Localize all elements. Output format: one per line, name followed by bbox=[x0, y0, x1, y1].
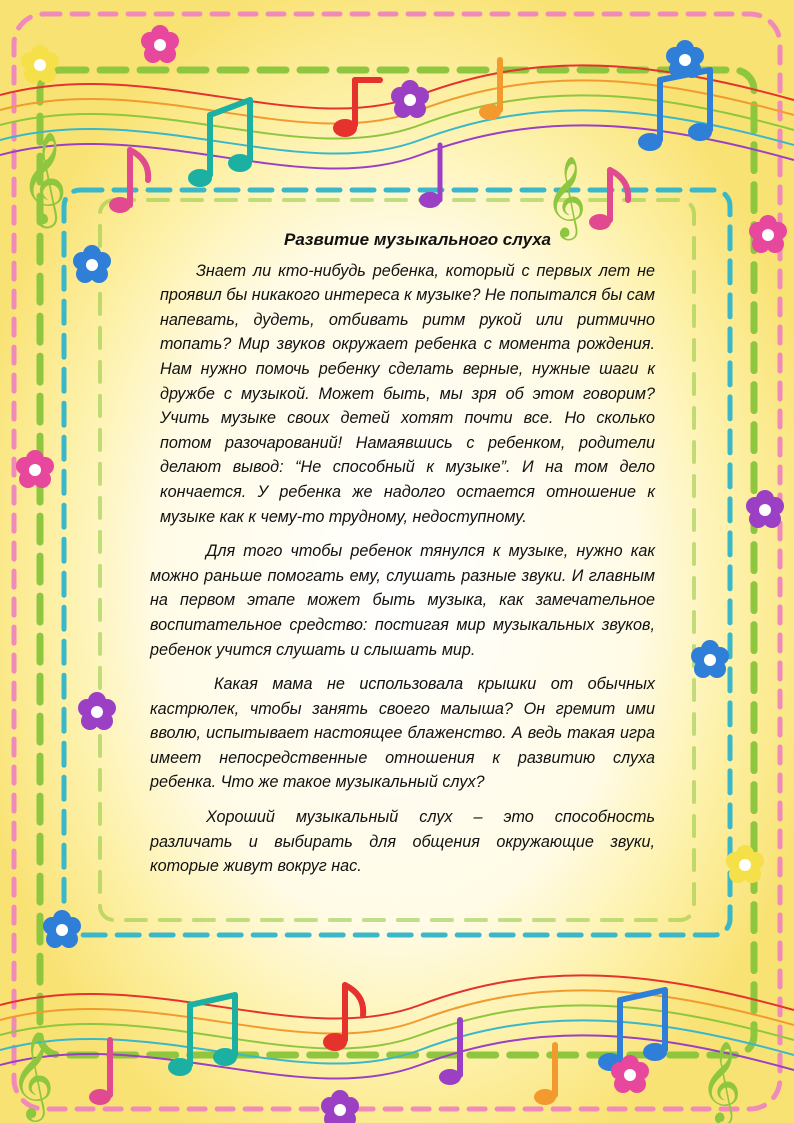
paragraph-1: Знает ли кто-нибудь ребенка, который с первых лет не проявил бы никакого интереса к музыке? Не попытался бы сам напевать, дудеть, отбивать ритм рукой или ритмично топать? Мир звуков окружает ребенка с момента рождения. Нам нужно помочь ребенку сделать верные, нужные шаги к дружбе с музыкой. Может быть, мы зря об этом говорим? Учить музыке своих детей хотят почти все. Но сколько потом разочарований! Намаявшись с ребенком, родители делают вывод: “Не способный к музыке”. И на том дело кончается. У ребенка же надолго остается отношение к музыке как к чему-то трудному, недоступному. bbox=[160, 261, 655, 526]
treble-clef-icon: 𝄞 bbox=[20, 131, 68, 224]
document-title: Развитие музыкального слуха bbox=[284, 230, 551, 249]
paragraph-3: Какая мама не использовала крышки от обычных кастрюлек, чтобы занять своего малыша? Он гремит ими вволю, испытывает настоящее блаженство. А ведь такая игра имеет непосредственные отношения к развитию слуха ребенка. Что же такое музыкальный слух? bbox=[150, 675, 655, 792]
paragraph-2: Для того чтобы ребенок тянулся к музыке, нужно как можно раньше помогать ему, слушать разные звуки. И главным на первом этапе может быть музыка, как замечательное воспитательное средство: постигая мир музыкальных звуков, ребенок учится слушать и слышать мир. bbox=[150, 542, 655, 659]
paragraph-4: Хороший музыкальный слух – это способность различать и выбирать для общения окружающие звуки, которые живут вокруг нас. bbox=[150, 808, 655, 876]
treble-clef-icon: 𝄞 bbox=[700, 1040, 742, 1122]
treble-clef-icon: 𝄞 bbox=[545, 155, 587, 237]
text-panel bbox=[150, 228, 655, 879]
treble-clef-icon: 𝄞 bbox=[10, 1030, 55, 1118]
